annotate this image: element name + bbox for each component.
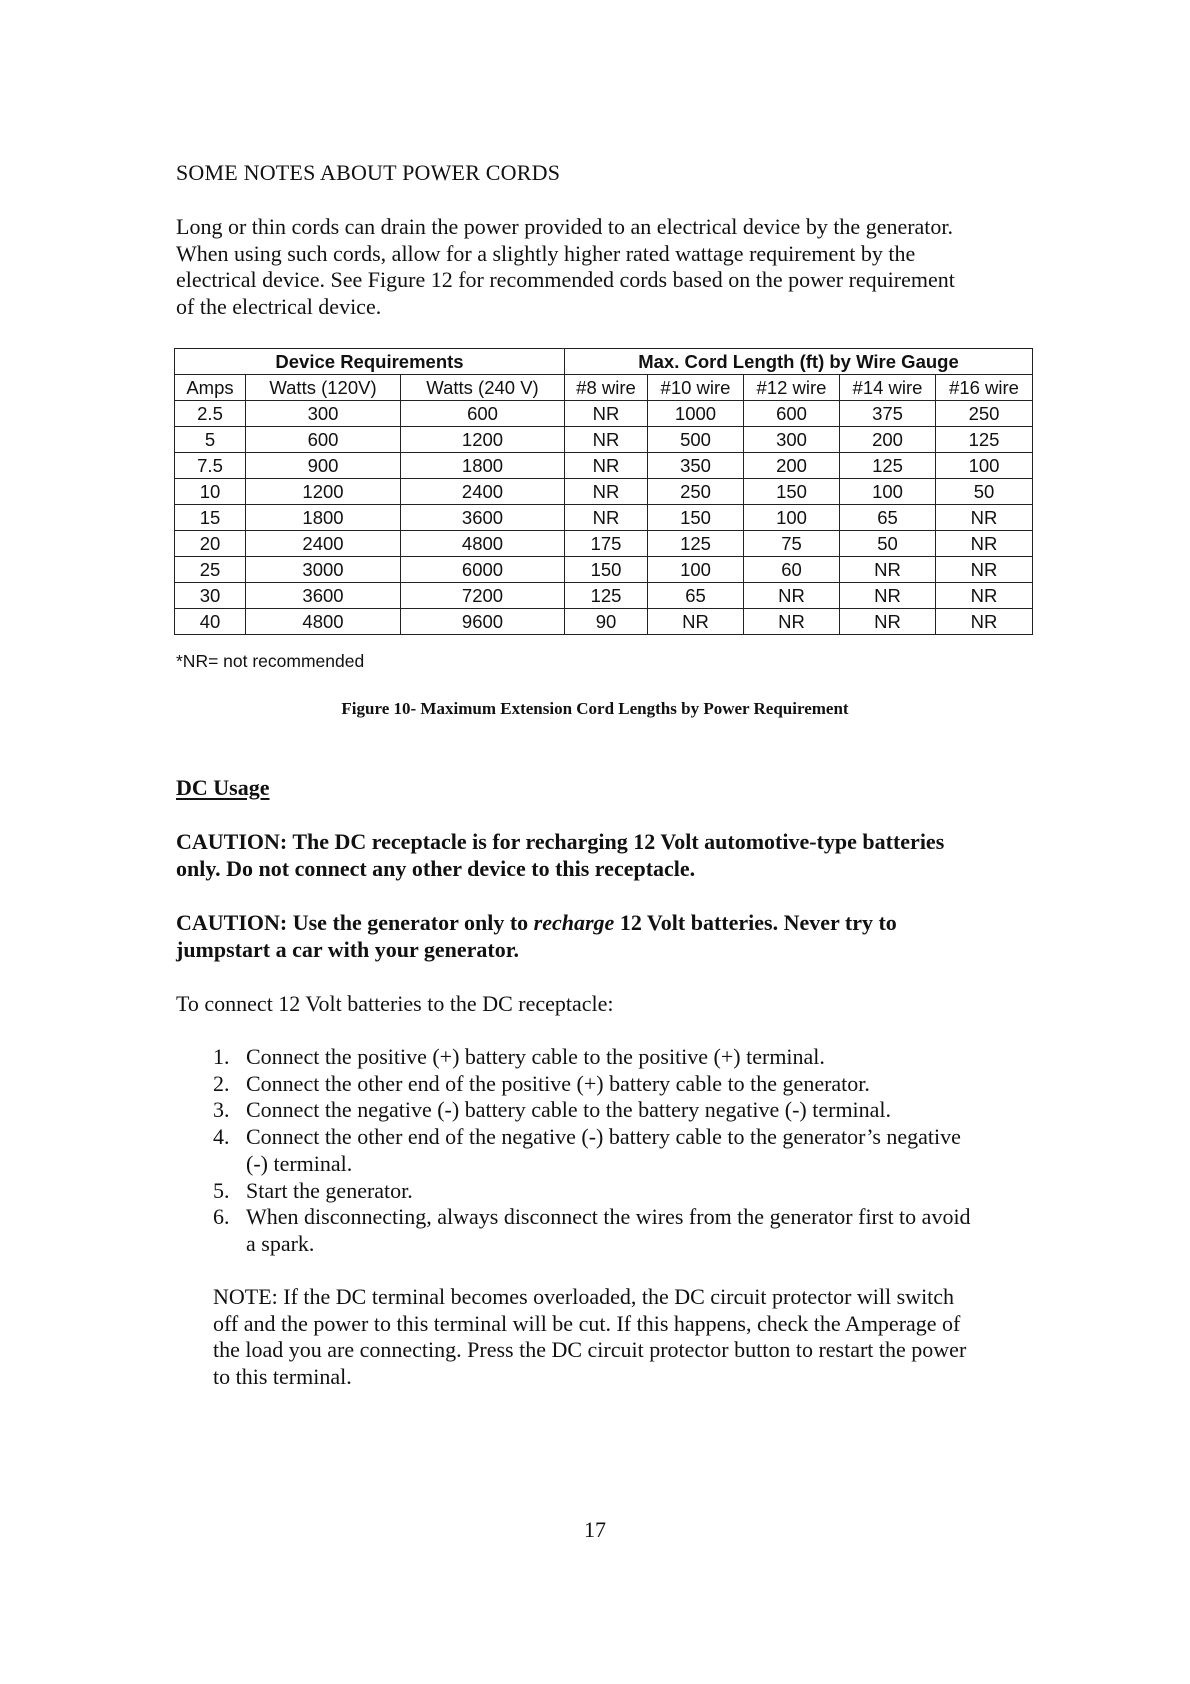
table-cell: 100 (936, 453, 1033, 479)
column-header-row (175, 375, 1033, 401)
table-cell: 900 (246, 453, 401, 479)
group-header-row (175, 349, 1033, 375)
table-row (175, 583, 1033, 609)
list-item-text: Connect the positive (+) battery cable to the positive (+) terminal. (246, 1044, 825, 1069)
intro-line: electrical device. See Figure 12 for recommended cords based on the power requirement (176, 267, 955, 293)
intro-line: When using such cords, allow for a slightly higher rated wattage requirement by the (176, 240, 916, 266)
table-cell: 3600 (246, 583, 401, 609)
list-item-number: 1. (213, 1044, 230, 1069)
column-header: #14 wire (840, 375, 936, 401)
table-cell: 90 (565, 609, 648, 635)
table-row (175, 479, 1033, 505)
table-cell: 125 (648, 531, 744, 557)
note-line: to this terminal. (213, 1364, 352, 1390)
table-cell: 100 (648, 557, 744, 583)
table-cell: 15 (175, 505, 246, 531)
caution-jumpstart (176, 909, 1036, 963)
table-cell: 50 (936, 479, 1033, 505)
table-cell: 125 (565, 583, 648, 609)
table-cell: 6000 (401, 557, 565, 583)
table-cell: 2400 (401, 479, 565, 505)
table-row (175, 557, 1033, 583)
intro-paragraph (176, 214, 1036, 321)
table-cell: NR (565, 505, 648, 531)
column-header: #10 wire (648, 375, 744, 401)
table-cell: 100 (840, 479, 936, 505)
list-item-text: Start the generator. (246, 1177, 413, 1203)
table-cell: NR (648, 609, 744, 635)
table-cell: 300 (744, 427, 840, 453)
list-item (213, 1097, 1043, 1124)
table-cell: 40 (175, 609, 246, 635)
note-line: the load you are connecting. Press the DC circuit protector button to restart the power (213, 1337, 967, 1363)
table-cell: 9600 (401, 609, 565, 635)
table-cell: NR (936, 505, 1033, 531)
section-title: SOME NOTES ABOUT POWER CORDS (176, 160, 561, 185)
table-cell: 1800 (246, 505, 401, 531)
group-header-device: Device Requirements (175, 349, 565, 375)
list-item (213, 1044, 1043, 1071)
table-cell: 1200 (246, 479, 401, 505)
cord-length-table (174, 348, 1033, 635)
table-cell: 600 (246, 427, 401, 453)
column-header: #12 wire (744, 375, 840, 401)
table-cell: NR (565, 427, 648, 453)
table-row (175, 531, 1033, 557)
column-header: Watts (240 V) (401, 375, 565, 401)
table-cell: 4800 (401, 531, 565, 557)
connect-instructions-intro: To connect 12 Volt batteries to the DC receptacle: (176, 991, 614, 1016)
column-header: #8 wire (565, 375, 648, 401)
table-cell: 600 (744, 401, 840, 427)
table-cell: 150 (744, 479, 840, 505)
table-cell: NR (840, 609, 936, 635)
table-cell: 350 (648, 453, 744, 479)
table-row (175, 609, 1033, 635)
table-cell: 250 (936, 401, 1033, 427)
table-cell: 125 (936, 427, 1033, 453)
table-cell: NR (565, 453, 648, 479)
list-item-text: (-) terminal. (246, 1150, 353, 1176)
table-cell: NR (840, 583, 936, 609)
table-cell: NR (936, 531, 1033, 557)
table-cell: 7.5 (175, 453, 246, 479)
table-row (175, 505, 1033, 531)
table-cell: 1800 (401, 453, 565, 479)
caution-receptacle (176, 828, 1036, 882)
table-cell: NR (565, 401, 648, 427)
table-cell: NR (840, 557, 936, 583)
figure-caption: Figure 10- Maximum Extension Cord Lengths by Power Requirement (341, 699, 849, 718)
table-cell: 2400 (246, 531, 401, 557)
list-item (213, 1071, 1043, 1098)
table-cell: 7200 (401, 583, 565, 609)
table-cell: 375 (840, 401, 936, 427)
list-item-text: Connect the other end of the negative (-) battery cable to the generator’s negative (246, 1124, 961, 1150)
table-cell: NR (565, 479, 648, 505)
table-cell: 300 (246, 401, 401, 427)
table-cell: NR (936, 583, 1033, 609)
list-item-text: a spark. (246, 1230, 315, 1256)
connection-steps-list (213, 1044, 1043, 1258)
dc-note-paragraph (213, 1284, 1043, 1391)
table-row (175, 427, 1033, 453)
table-cell: NR (936, 557, 1033, 583)
table-cell: 200 (840, 427, 936, 453)
table-cell: 30 (175, 583, 246, 609)
table-cell: NR (744, 609, 840, 635)
table-cell: 150 (565, 557, 648, 583)
list-item-number: 6. (213, 1204, 230, 1230)
list-item (213, 1178, 1043, 1205)
intro-line: of the electrical device. (176, 294, 382, 320)
table-cell: 600 (401, 401, 565, 427)
list-item-number: 4. (213, 1124, 230, 1150)
caution-text: CAUTION: Use the generator only to (176, 910, 534, 935)
page-number: 17 (584, 1517, 606, 1542)
list-item-text: Connect the other end of the positive (+) battery cable to the generator. (246, 1070, 870, 1096)
table-cell: 25 (175, 557, 246, 583)
table-cell: 75 (744, 531, 840, 557)
list-item (213, 1204, 1043, 1257)
table-row (175, 453, 1033, 479)
table-cell: 60 (744, 557, 840, 583)
caution-line (176, 909, 1036, 936)
list-item-text: When disconnecting, always disconnect the wires from the generator first to avoid (246, 1204, 971, 1230)
column-header: #16 wire (936, 375, 1033, 401)
table-cell: 2.5 (175, 401, 246, 427)
dc-usage-heading: DC Usage (176, 775, 270, 800)
table-cell: 500 (648, 427, 744, 453)
table-cell: 10 (175, 479, 246, 505)
table-cell: 3600 (401, 505, 565, 531)
table-cell: 20 (175, 531, 246, 557)
table-row (175, 401, 1033, 427)
table-cell: 3000 (246, 557, 401, 583)
table-cell: 65 (840, 505, 936, 531)
note-line: NOTE: If the DC terminal becomes overloaded, the DC circuit protector will switch (213, 1284, 955, 1309)
list-item-number: 5. (213, 1177, 230, 1203)
caution-emphasis: recharge (533, 910, 615, 935)
column-header: Amps (175, 375, 246, 401)
caution-line: CAUTION: The DC receptacle is for recharging 12 Volt automotive-type batteries (176, 829, 945, 854)
table-cell: 125 (840, 453, 936, 479)
caution-line: only. Do not connect any other device to this receptacle. (176, 856, 696, 881)
list-item-number: 3. (213, 1097, 230, 1123)
table-body (175, 401, 1033, 635)
group-header-cord-length: Max. Cord Length (ft) by Wire Gauge (565, 349, 1033, 375)
table-cell: 1000 (648, 401, 744, 427)
caution-line: jumpstart a car with your generator. (176, 937, 519, 962)
table-cell: 100 (744, 505, 840, 531)
table-cell: 200 (744, 453, 840, 479)
list-item-number: 2. (213, 1070, 230, 1096)
table-cell: 65 (648, 583, 744, 609)
table-cell: 1200 (401, 427, 565, 453)
list-item-text: Connect the negative (-) battery cable to the battery negative (-) terminal. (246, 1097, 892, 1123)
table-cell: 4800 (246, 609, 401, 635)
list-item (213, 1124, 1043, 1177)
table-footnote: *NR= not recommended (176, 651, 365, 671)
table-cell: 5 (175, 427, 246, 453)
caution-text: 12 Volt batteries. Never try to (614, 910, 897, 935)
column-header: Watts (120V) (246, 375, 401, 401)
table-cell: NR (936, 609, 1033, 635)
intro-line: Long or thin cords can drain the power provided to an electrical device by the generator. (176, 214, 954, 239)
table-cell: 150 (648, 505, 744, 531)
table-cell: NR (744, 583, 840, 609)
table-cell: 250 (648, 479, 744, 505)
table-cell: 175 (565, 531, 648, 557)
note-line: off and the power to this terminal will be cut. If this happens, check the Amperage of (213, 1310, 961, 1336)
table-cell: 50 (840, 531, 936, 557)
